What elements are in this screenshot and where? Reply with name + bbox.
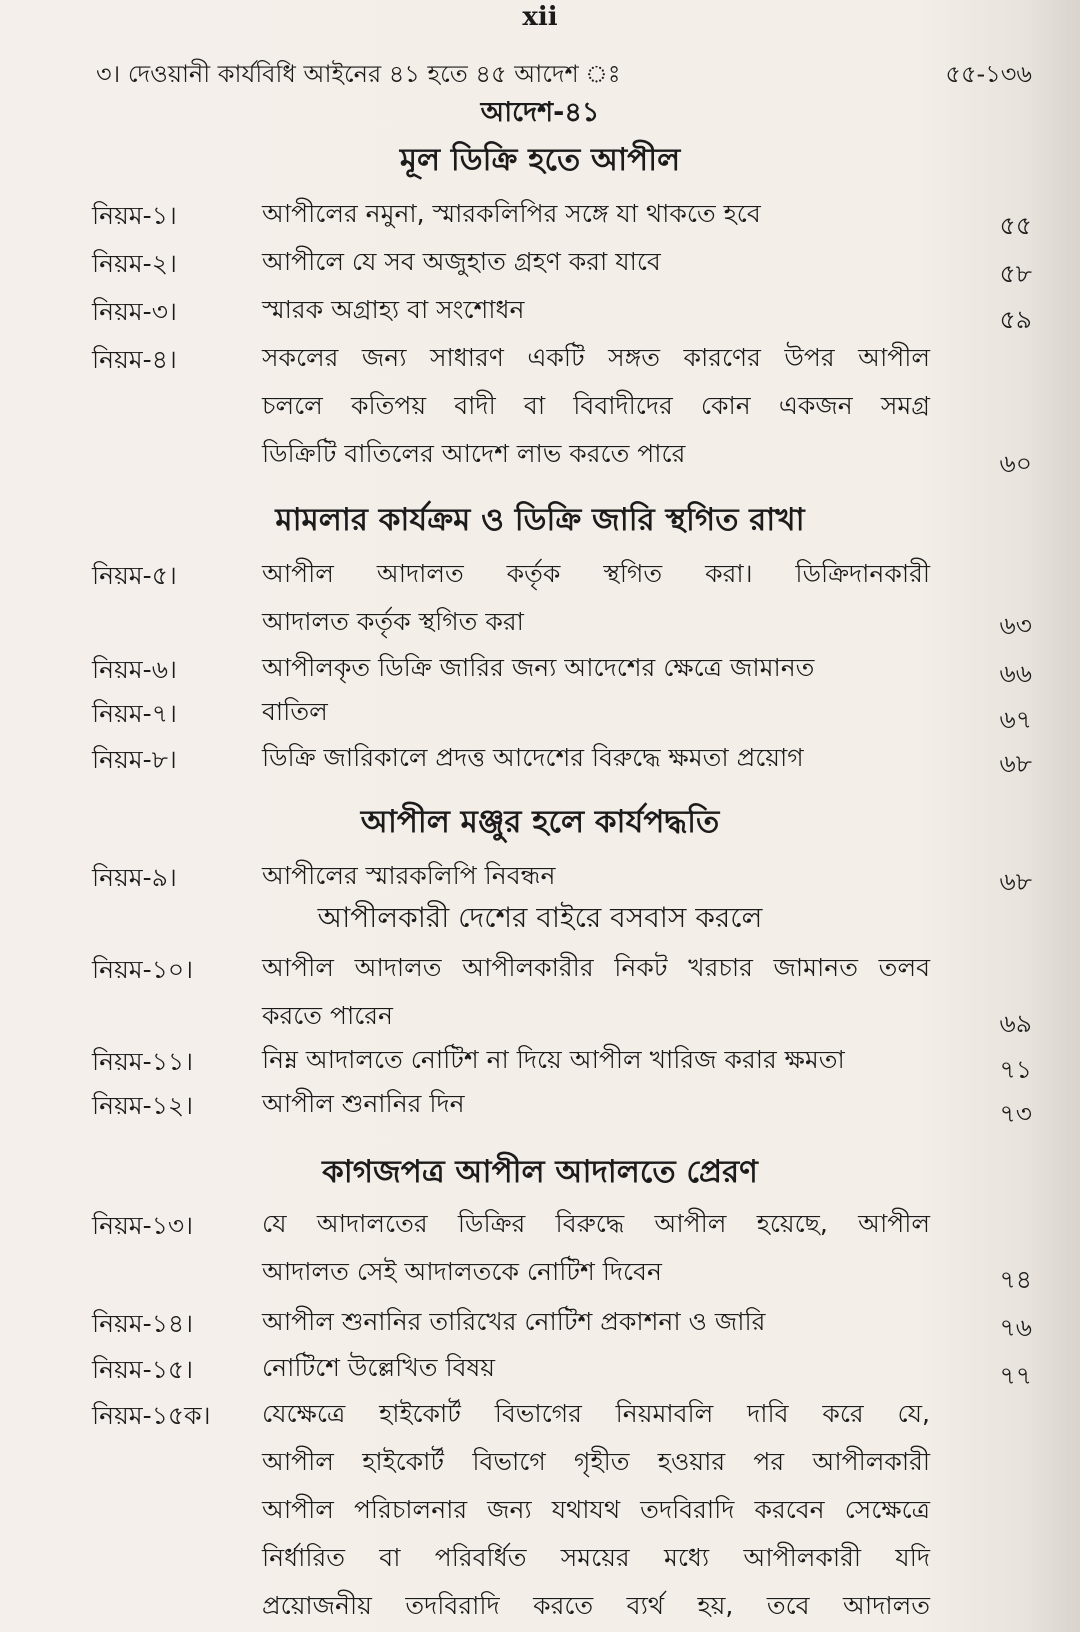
rule-label: নিয়ম-১৫ক। bbox=[92, 1401, 211, 1430]
rule-description bbox=[262, 1298, 930, 1346]
rule-description bbox=[262, 334, 930, 478]
rule-description bbox=[262, 238, 930, 286]
description-line: আপীলের নমুনা, স্মারকলিপির সঙ্গে যা থাকতে হবে bbox=[262, 199, 761, 228]
page-number: xii bbox=[522, 2, 558, 32]
rule-description bbox=[262, 944, 930, 1040]
page-ref: ৭১ bbox=[999, 1055, 1032, 1084]
rule-description bbox=[262, 734, 930, 782]
description-line: ডিক্রিটি বাতিলের আদেশ লাভ করতে পারে bbox=[262, 439, 686, 468]
rule-description bbox=[262, 1036, 930, 1084]
page-ref: ৬৩ bbox=[999, 611, 1032, 640]
page-ref: ৭৬ bbox=[999, 1313, 1032, 1342]
rule-description bbox=[262, 1200, 930, 1296]
chapter-pages: ৫৫-১৩৬ bbox=[945, 60, 1032, 88]
description-line: ডিক্রি জারিকালে প্রদত্ত আদেশের বিরুদ্ধে ক্ষমতা প্রয়োগ bbox=[262, 743, 804, 772]
section-heading-3: আপীল মঞ্জুর হলে কার্যপদ্ধতি bbox=[360, 804, 720, 840]
chapter-line bbox=[96, 56, 1032, 96]
rule-label: নিয়ম-১৫। bbox=[92, 1355, 194, 1384]
rule-description bbox=[262, 1080, 930, 1128]
page-ref: ৫৯ bbox=[999, 305, 1032, 334]
description-line: বাতিল bbox=[262, 697, 328, 726]
page-ref: ৬৭ bbox=[999, 705, 1032, 734]
description-line: নোটিশে উল্লেখিত বিষয় bbox=[262, 1353, 496, 1382]
page-ref: ৭৭ bbox=[999, 1361, 1032, 1390]
page-ref: ৫৫ bbox=[999, 211, 1032, 240]
rule-label: নিয়ম-১০। bbox=[92, 955, 194, 984]
rule-description bbox=[262, 688, 930, 736]
rule-description bbox=[262, 644, 930, 692]
rule-label: নিয়ম-৭। bbox=[92, 699, 177, 728]
rule-description bbox=[262, 1344, 930, 1392]
description-line: আপীল শুনানির দিন bbox=[262, 1089, 465, 1118]
page-ref: ৫৮ bbox=[999, 259, 1032, 288]
description-line: যেক্ষেত্রে হাইকোর্ট বিভাগের নিয়মাবলি দাবি করে যে, bbox=[262, 1399, 930, 1428]
description-line: নিম্ন আদালতে নোটিশ না দিয়ে আপীল খারিজ করার ক্ষমতা bbox=[262, 1045, 845, 1074]
description-line: চললে কতিপয় বাদী বা বিবাদীদের কোন একজন সমগ্র bbox=[262, 391, 930, 420]
rule-description bbox=[262, 286, 930, 334]
description-line: স্মারক অগ্রাহ্য বা সংশোধন bbox=[262, 295, 525, 324]
description-line: আপীল আদালত কর্তৃক স্থগিত করা। ডিক্রিদানকারী bbox=[262, 559, 930, 588]
rule-label: নিয়ম-১২। bbox=[92, 1091, 194, 1120]
order-heading: আদেশ-৪১ bbox=[480, 97, 600, 128]
rule-label: নিয়ম-৩। bbox=[92, 297, 177, 326]
rule-description bbox=[262, 852, 930, 900]
rule-label: নিয়ম-৯। bbox=[92, 863, 177, 892]
rule-label: নিয়ম-৫। bbox=[92, 561, 177, 590]
rule-label: নিয়ম-৬। bbox=[92, 655, 177, 684]
chapter-title: ৩। দেওয়ানী কার্যবিধি আইনের ৪১ হতে ৪৫ আদেশ ঃ bbox=[96, 60, 621, 88]
description-line: আপীল শুনানির তারিখের নোটিশ প্রকাশনা ও জারি bbox=[262, 1307, 766, 1336]
description-line: সকলের জন্য সাধারণ একটি সঙ্গত কারণের উপর আপীল bbox=[262, 343, 930, 372]
description-line: আপীল আদালত আপীলকারীর নিকট খরচার জামানত তলব bbox=[262, 953, 930, 982]
description-line: আপীলে যে সব অজুহাত গ্রহণ করা যাবে bbox=[262, 247, 661, 276]
rule-label: নিয়ম-১৪। bbox=[92, 1309, 194, 1338]
description-line: প্রয়োজনীয় তদবিরাদি করতে ব্যর্থ হয়, তবে আদালত bbox=[262, 1591, 930, 1620]
rule-label: নিয়ম-২। bbox=[92, 249, 177, 278]
section-heading-2: মামলার কার্যক্রম ও ডিক্রি জারি স্থগিত রাখা bbox=[275, 502, 805, 538]
page-ref: ৬৮ bbox=[999, 749, 1032, 778]
description-line: করতে পারেন bbox=[262, 1001, 393, 1030]
page-ref: ৬৬ bbox=[999, 659, 1032, 688]
rule-label: নিয়ম-১। bbox=[92, 201, 177, 230]
page-ref: ৬৯ bbox=[999, 1009, 1032, 1038]
page-ref: ৬০ bbox=[999, 449, 1032, 478]
section-heading-4: কাগজপত্র আপীল আদালতে প্রেরণ bbox=[322, 1154, 758, 1190]
rule-description bbox=[262, 1390, 930, 1630]
section-heading-1: মূল ডিক্রি হতে আপীল bbox=[399, 142, 681, 178]
rule-label: নিয়ম-১১। bbox=[92, 1047, 194, 1076]
description-line: যে আদালতের ডিক্রির বিরুদ্ধে আপীল হয়েছে, আপীল bbox=[262, 1209, 930, 1238]
page-ref: ৭৪ bbox=[999, 1265, 1032, 1294]
rule-description bbox=[262, 190, 930, 238]
description-line: আদালত সেই আদালতকে নোটিশ দিবেন bbox=[262, 1257, 662, 1286]
page-ref: ৭৩ bbox=[999, 1099, 1032, 1128]
description-line: আপীলের স্মারকলিপি নিবন্ধন bbox=[262, 861, 556, 890]
description-line: আদালত কর্তৃক স্থগিত করা bbox=[262, 607, 524, 636]
rule-label: নিয়ম-৮। bbox=[92, 745, 177, 774]
page-ref: ৬৮ bbox=[999, 867, 1032, 896]
description-line: আপীল হাইকোর্ট বিভাগে গৃহীত হওয়ার পর আপীলকারী bbox=[262, 1447, 930, 1476]
rule-label: নিয়ম-১৩। bbox=[92, 1211, 194, 1240]
rule-description bbox=[262, 550, 930, 646]
description-line: আপীলকৃত ডিক্রি জারির জন্য আদেশের ক্ষেত্রে জামানত bbox=[262, 653, 815, 682]
description-line: আপীল পরিচালনার জন্য যথাযথ তদবিরাদি করবেন সেক্ষেত্রে bbox=[262, 1495, 930, 1524]
subheading: আপীলকারী দেশের বাইরে বসবাস করলে bbox=[317, 901, 763, 934]
rule-label: নিয়ম-৪। bbox=[92, 345, 177, 374]
description-line: নির্ধারিত বা পরিবর্ধিত সময়ের মধ্যে আপীলকারী যদি bbox=[262, 1543, 930, 1572]
